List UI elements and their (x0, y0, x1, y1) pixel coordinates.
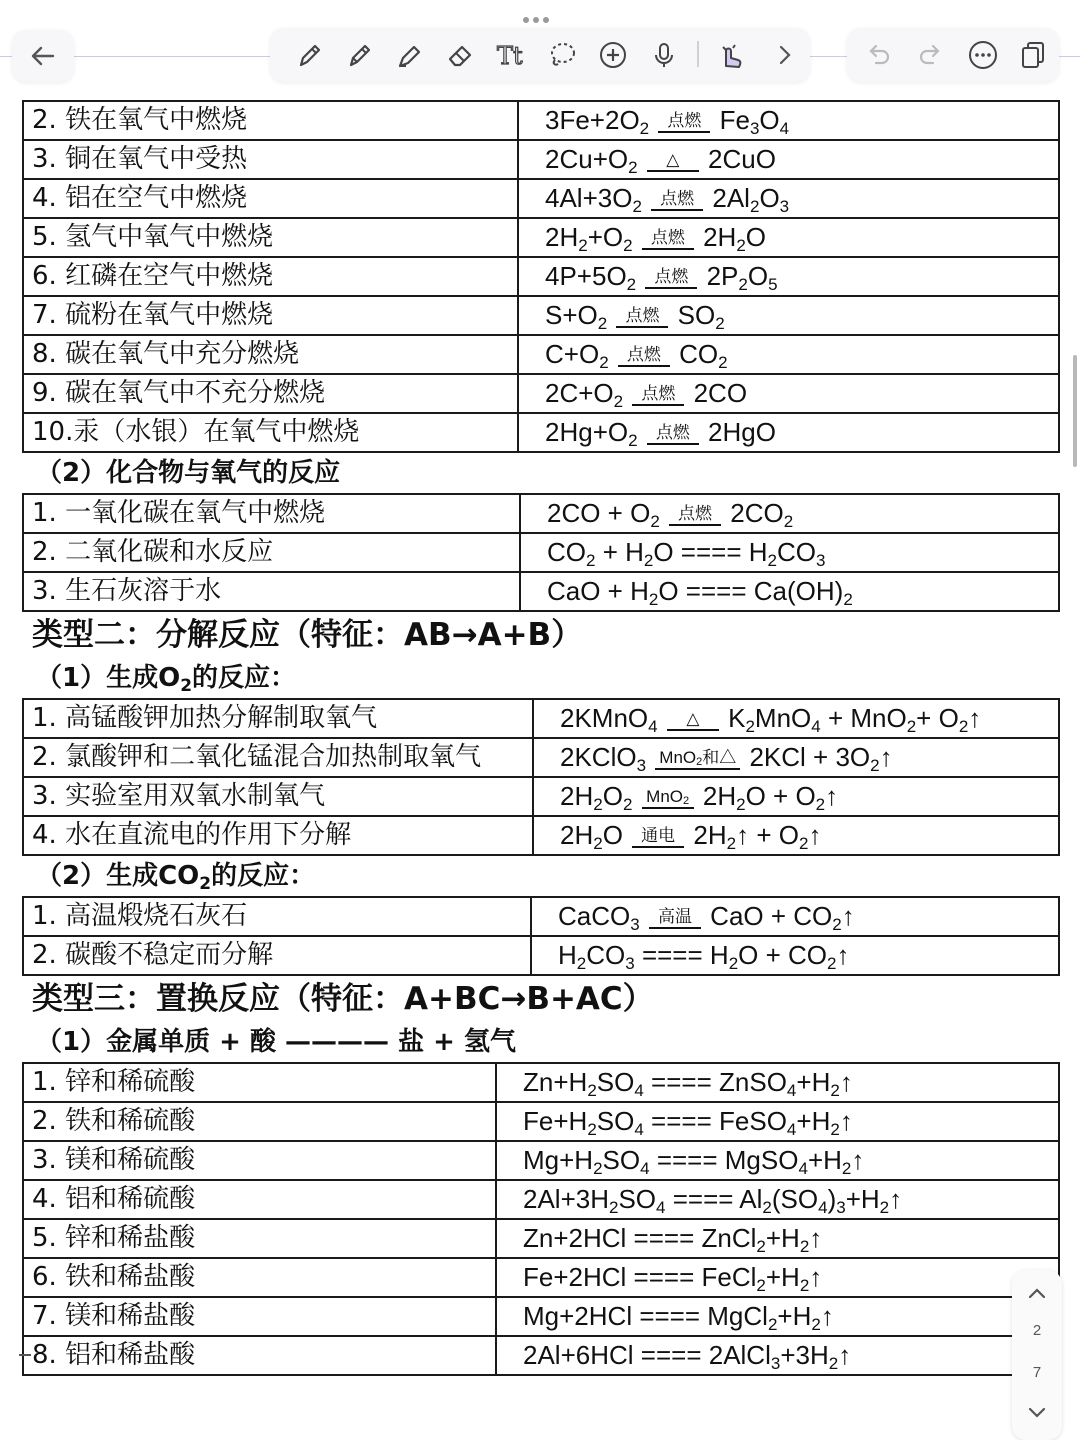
subsection-heading: （1）金属单质 + 酸 ———— 盐 + 氢气 (36, 1027, 516, 1057)
table-row (23, 738, 1059, 777)
redo-icon[interactable] (911, 35, 951, 75)
reaction-name: 1. 一氧化碳在氧气中燃烧 (23, 494, 520, 533)
reaction-name: 10.汞（水银）在氧气中燃烧 (23, 413, 518, 452)
page-navigator (1012, 1270, 1062, 1440)
table-row (23, 533, 1059, 572)
more-icon[interactable] (963, 35, 1003, 75)
table-row (23, 1219, 1059, 1258)
table-row (23, 335, 1059, 374)
text-tool-icon[interactable] (491, 35, 531, 75)
eraser-icon[interactable] (440, 35, 480, 75)
note-toolbar (0, 0, 1080, 100)
chemical-equation: $2H_2O_2$ MnO$_2$ $2H_2O$ + $O_2↑$ (533, 777, 1059, 816)
table-row (23, 413, 1059, 452)
page-up-icon[interactable] (1025, 1282, 1049, 1306)
chemical-equation: $Mg+H_2SO_4$ ==== $MgSO_4+H_2↑$ (496, 1141, 1059, 1180)
add-icon[interactable] (593, 35, 633, 75)
subsection-heading: （2）化合物与氧气的反应 (36, 458, 341, 488)
table-row (23, 1102, 1059, 1141)
subsection-heading: （1）生成$O_2$的反应： (36, 663, 297, 696)
chemical-equation: $Fe+H_2SO_4$ ==== $FeSO_4+H_2↑$ (496, 1102, 1059, 1141)
reaction-name: 4. 铝和稀硫酸 (23, 1180, 496, 1219)
table-row (23, 936, 1059, 975)
pages-icon[interactable] (1013, 35, 1053, 75)
reaction-name: 2. 碳酸不稳定而分解 (23, 936, 531, 975)
chemical-equation: $2Hg+O_2$ 点燃 2HgO (518, 413, 1059, 452)
table-row (23, 1258, 1059, 1297)
chemical-equation: Fe+2HCl ==== $FeCl_2+H_2↑$ (496, 1258, 1059, 1297)
reaction-table (22, 1062, 1060, 1376)
touch-gesture-icon[interactable] (711, 35, 751, 75)
chemical-equation: $2H_2+O_2$ 点燃 $2H_2O$ (518, 218, 1059, 257)
chemical-equation: 2KClO$_3$ MnO$_2$和△ $2KCl + 3O_2↑$ (533, 738, 1059, 777)
chemical-equation: $2CO + O_2$ 点燃 $2CO_2$ (520, 494, 1059, 533)
current-page-number: 2 (1032, 1322, 1042, 1339)
reaction-name: 1. 锌和稀硫酸 (23, 1063, 496, 1102)
reaction-name: 9. 碳在氧气中不充分燃烧 (23, 374, 518, 413)
chemical-equation: Mg+2HCl ==== $MgCl_2+H_2↑$ (496, 1297, 1059, 1336)
reaction-name: 2. 铁和稀硫酸 (23, 1102, 496, 1141)
table-row (23, 101, 1059, 140)
section-heading: 类型三：置换反应（特征：A+BC→B+AC） (32, 981, 654, 1017)
reaction-name: 3. 铜在氧气中受热 (23, 140, 518, 179)
table-row (23, 1180, 1059, 1219)
table-row (23, 494, 1059, 533)
total-page-count: 7 (1032, 1364, 1042, 1381)
chemical-equation: $3Fe+2O_2$ 点燃 $Fe_3O_4$ (518, 101, 1059, 140)
pencil-icon[interactable] (339, 35, 379, 75)
table-row (23, 1063, 1059, 1102)
table-row (23, 179, 1059, 218)
reaction-name: 1. 高温煅烧石灰石 (23, 897, 531, 936)
table-row (23, 296, 1059, 335)
reaction-name: 2. 铁在氧气中燃烧 (23, 101, 518, 140)
chemical-equation: $2Al+3H_2SO_4$ ==== $Al_2(SO_4)_3+H_2↑$ (496, 1180, 1059, 1219)
chemical-equation: $2C+O_2$ 点燃 2CO (518, 374, 1059, 413)
table-row (23, 1336, 1059, 1375)
scroll-indicator[interactable] (1073, 355, 1077, 467)
reaction-name: 8. 铝和稀盐酸 (23, 1336, 496, 1375)
chemical-equation: $CO_2 + H_2O$ ==== $H_2CO_3$ (520, 533, 1059, 572)
reaction-table (22, 100, 1060, 453)
chemical-equation: $Zn+H_2SO_4$ ==== $ZnSO_4+H_2↑$ (496, 1063, 1059, 1102)
pen-icon[interactable] (289, 35, 329, 75)
reaction-name: 2. 二氧化碳和水反应 (23, 533, 520, 572)
reaction-name: 4. 铝在空气中燃烧 (23, 179, 518, 218)
reaction-name: 8. 碳在氧气中充分燃烧 (23, 335, 518, 374)
reaction-name: 6. 红磷在空气中燃烧 (23, 257, 518, 296)
chevron-right-icon[interactable] (765, 35, 805, 75)
table-row (23, 777, 1059, 816)
page-down-icon[interactable] (1025, 1400, 1049, 1424)
reaction-name: 1. 高锰酸钾加热分解制取氧气 (23, 699, 533, 738)
table-row (23, 1297, 1059, 1336)
reaction-name: 4. 水在直流电的作用下分解 (23, 816, 533, 855)
table-row (23, 140, 1059, 179)
chemical-equation: $C+O_2$ 点燃 $CO_2$ (518, 335, 1059, 374)
table-row (23, 218, 1059, 257)
section-heading: 类型二：分解反应（特征：AB→A+B） (32, 617, 583, 653)
drag-handle-icon[interactable] (523, 8, 557, 16)
chemical-equation: CaCO$_3$ 高温 CaO + $CO_2↑$ (531, 897, 1059, 936)
chemical-equation: $2H_2O$ 通电 $2H_2↑$ + $O_2↑$ (533, 816, 1059, 855)
table-row (23, 257, 1059, 296)
chemical-equation: 2KMnO$_4$ △ $K_2MnO_4 + MnO_2+$ $O_2↑$ (533, 699, 1059, 738)
chemical-equation: 2Al+6HCl ==== $2AlCl_3+3H_2↑$ (496, 1336, 1059, 1375)
undo-icon[interactable] (858, 35, 898, 75)
reaction-table (22, 896, 1060, 976)
reaction-name: 7. 硫粉在氧气中燃烧 (23, 296, 518, 335)
reaction-name: 3. 实验室用双氧水制氧气 (23, 777, 533, 816)
lasso-icon[interactable] (542, 35, 582, 75)
page-divider (19, 1354, 31, 1356)
chemical-equation: $4P+5O_2$ 点燃 $2P_2O_5$ (518, 257, 1059, 296)
table-row (23, 897, 1059, 936)
chemical-equation: CaO + $H_2O$ ==== $Ca(OH)_2$ (520, 572, 1059, 611)
chemical-equation: $4Al+3O_2$ 点燃 $2Al_2O_3$ (518, 179, 1059, 218)
chemical-equation: Zn+2HCl ==== $ZnCl_2+H_2↑$ (496, 1219, 1059, 1258)
table-row (23, 572, 1059, 611)
highlighter-icon[interactable] (389, 35, 429, 75)
table-row (23, 374, 1059, 413)
note-page-content (22, 100, 1060, 1376)
reaction-name: 5. 氢气中氧气中燃烧 (23, 218, 518, 257)
reaction-name: 6. 铁和稀盐酸 (23, 1258, 496, 1297)
reaction-name: 3. 镁和稀硫酸 (23, 1141, 496, 1180)
svg-text:Tt: Tt (497, 42, 523, 70)
reaction-table (22, 698, 1060, 856)
toolbar-separator (697, 41, 699, 67)
table-row (23, 1141, 1059, 1180)
reaction-name: 5. 锌和稀盐酸 (23, 1219, 496, 1258)
chemical-equation: $2Cu+O_2$ △ 2CuO (518, 140, 1059, 179)
reaction-name: 2. 氯酸钾和二氧化锰混合加热制取氧气 (23, 738, 533, 777)
reaction-table (22, 493, 1060, 612)
microphone-icon[interactable] (644, 35, 684, 75)
subsection-heading: （2）生成$CO_2$的反应： (36, 861, 316, 894)
reaction-name: 3. 生石灰溶于水 (23, 572, 520, 611)
chemical-equation: $S+O_2$ 点燃 $SO_2$ (518, 296, 1059, 335)
chemical-equation: $H_2CO_3$ ==== $H_2O$ + $CO_2↑$ (531, 936, 1059, 975)
table-row (23, 699, 1059, 738)
back-arrow-icon[interactable] (23, 36, 63, 76)
reaction-name: 7. 镁和稀盐酸 (23, 1297, 496, 1336)
table-row (23, 816, 1059, 855)
